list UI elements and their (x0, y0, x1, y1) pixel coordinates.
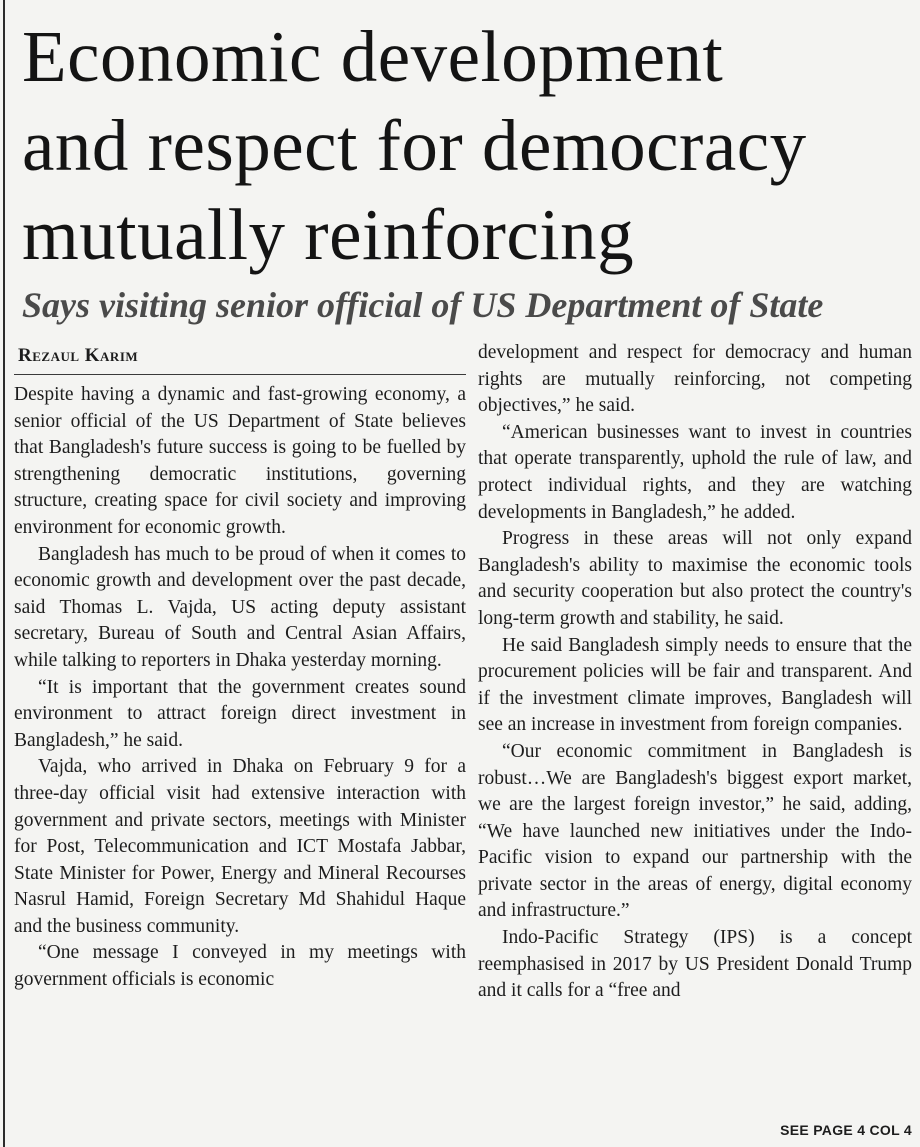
headline-line: Economic development (22, 16, 724, 97)
paragraph: He said Bangladesh simply needs to ensure that the procurement policies will be fair and transparent. And if the investment climate improves, Bangladesh will see an increase in investment from foreign companies. (478, 634, 912, 736)
paragraph: Indo-Pacific Strategy (IPS) is a concept reemphasised in 2017 by US President Donald Trump and it calls for a “free and (478, 927, 912, 1002)
paragraph: Despite having a dynamic and fast-growing economy, a senior official of the US Department of State believes that Bangladesh's future success is going to be fuelled by strengthening democratic institutions, governing structure, creating space for civil society and improving environment for economic growth. (14, 384, 466, 538)
paragraph: Progress in these areas will not only expand Bangladesh's ability to maximise the economic tools and security cooperation but also protect the country's long-term growth and stability, he said. (478, 528, 912, 629)
paragraph: “Our economic commitment in Bangladesh is robust…We are Bangladesh's biggest export market, we are the largest foreign investor,” he said, adding, “We have launched new initiatives under the Indo-Pacific vision to expand our partnership with the private sector in the areas of energy, digital economy and infrastructure.” (478, 740, 912, 922)
paragraph: “American businesses want to invest in countries that operate transparently, uphold the rule of law, and protect individual rights, and they are watching developments in Bangladesh,” he added. (478, 421, 912, 523)
subheadline: Says visiting senior official of US Department of State (22, 285, 824, 325)
paragraph: development and respect for democracy and human rights are mutually reinforcing, not competing objectives,” he said. (478, 342, 912, 417)
article-column-right (478, 340, 912, 1005)
continuation-note: SEE PAGE 4 COL 4 (780, 1122, 912, 1138)
headline-line: mutually reinforcing (22, 194, 635, 275)
column-rule (3, 0, 5, 1147)
article-column-left (14, 382, 466, 994)
headline-line: and respect for democracy (22, 105, 807, 186)
paragraph: Vajda, who arrived in Dhaka on February 9 for a three-day official visit had extensive interaction with government and private sectors, meetings with Minister for Post, Telecommunication and ICT Mostafa Jabbar, State Minister for Power, Energy and Mineral Recourses Nasrul Hamid, Foreign Secretary Md Shahidul Haque and the business community. (14, 756, 466, 937)
headline (22, 12, 917, 279)
paragraph: Bangladesh has much to be proud of when it comes to economic growth and development over the past decade, said Thomas L. Vajda, US acting deputy assistant secretary, Bureau of South and Central Asian Affairs, while talking to reporters in Dhaka yesterday morning. (14, 543, 466, 671)
paragraph: “It is important that the government creates sound environment to attract foreign direct investment in Bangladesh,” he said. (14, 676, 466, 751)
paragraph: “One message I conveyed in my meetings with government officials is economic (14, 942, 466, 991)
byline-divider (14, 374, 466, 375)
byline: Rezaul Karim (18, 345, 139, 366)
